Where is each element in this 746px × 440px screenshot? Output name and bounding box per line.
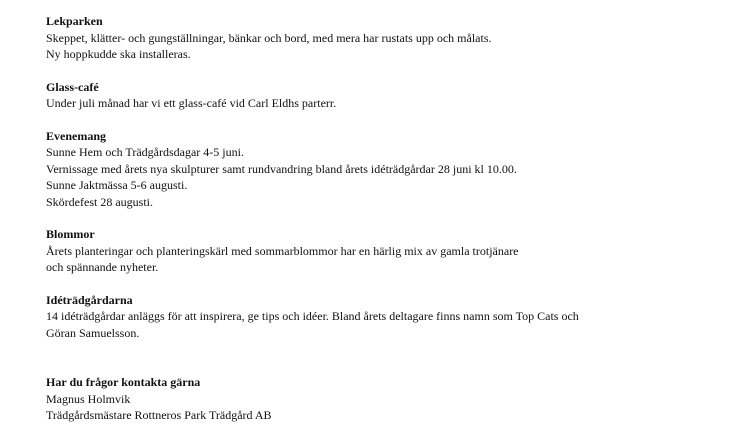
paragraph-line: Sunne Jaktmässa 5-6 augusti.: [46, 178, 188, 192]
paragraph-line: och spännande nyheter.: [46, 260, 159, 274]
section-idetradgardarna: [46, 292, 736, 342]
section-contact: [46, 374, 736, 424]
section-heading: Har du frågor kontakta gärna: [46, 375, 201, 389]
contact-name: Magnus Holmvik: [46, 391, 131, 406]
section-heading: Glass-café: [46, 79, 99, 94]
paragraph-line: 14 idéträdgårdar anläggs för att inspirera, ge tips och idéer. Bland årets deltagare finns namn som Top Cats och: [46, 309, 579, 323]
section-glass-cafe: [46, 79, 736, 112]
section-heading: Idéträdgårdarna: [46, 292, 133, 307]
paragraph-line: Ny hoppkudde ska installeras.: [46, 47, 191, 61]
paragraph-line: Årets planteringar och planteringskärl med sommarblommor har en härlig mix av gamla trotjänare: [46, 243, 519, 258]
paragraph-line: Vernissage med årets nya skulpturer samt rundvandring bland årets idéträdgårdar 28 juni kl 10.00.: [46, 161, 517, 176]
section-heading: Lekparken: [46, 14, 103, 28]
paragraph-line: Skördefest 28 augusti.: [46, 194, 153, 209]
section-heading: Evenemang: [46, 128, 106, 143]
contact-title: Trädgårdsmästare Rottneros Park Trädgård AB: [46, 408, 272, 422]
section-evenemang: [46, 128, 736, 211]
section-heading: Blommor: [46, 227, 95, 241]
paragraph-line: Sunne Hem och Trädgårdsdagar 4-5 juni.: [46, 145, 244, 159]
paragraph-line: Skeppet, klätter- och gungställningar, bänkar och bord, med mera har rustats upp och målats.: [46, 30, 492, 45]
section-lekparken: [46, 13, 736, 63]
paragraph-line: Under juli månad har vi ett glass-café vid Carl Eldhs parterr.: [46, 96, 337, 110]
section-blommor: [46, 226, 736, 276]
paragraph-line: Göran Samuelsson.: [46, 325, 140, 340]
document-page: [46, 13, 736, 440]
